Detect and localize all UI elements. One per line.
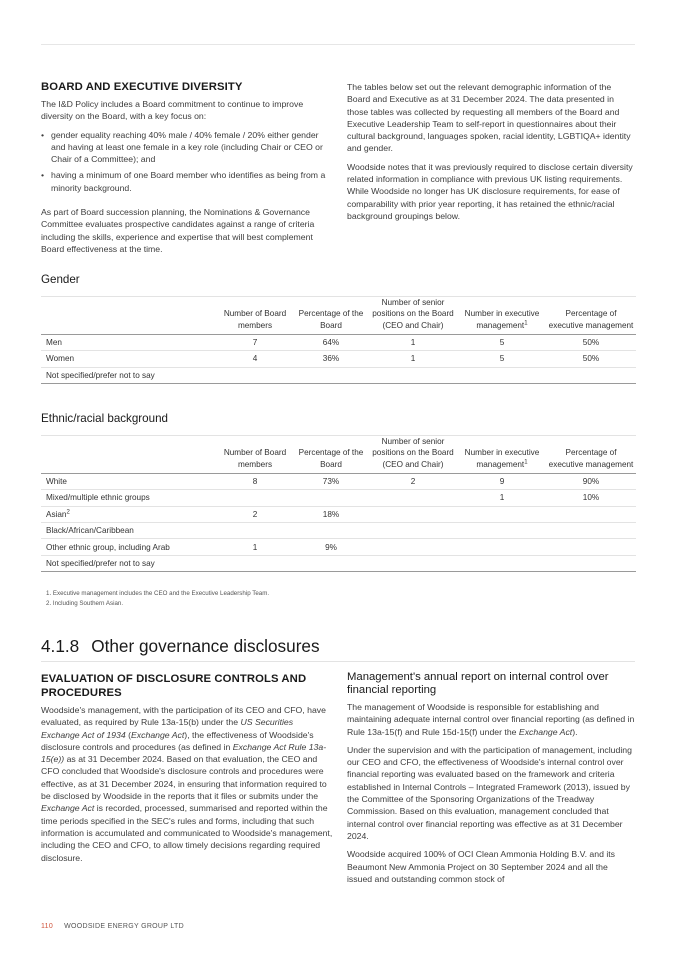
row-label: Mixed/multiple ethnic groups (41, 490, 216, 506)
cell: 90% (546, 473, 636, 489)
list-item: • gender equality reaching 40% male / 40% female / 20% either gender and having at least one female in a key role (including Chair or CEO or Chair of a Committee); and (41, 129, 333, 166)
cell: 10% (546, 490, 636, 506)
internal-control-column (347, 671, 635, 891)
table-row (41, 539, 636, 555)
table-row (41, 351, 636, 367)
label-header (41, 436, 216, 474)
cell: 9 (458, 473, 546, 489)
cell (368, 523, 458, 539)
cell: 5 (458, 351, 546, 367)
row-label: Not specified/prefer not to say (41, 555, 216, 571)
senior-positions-header: Number of senior positions on the Board (CEO and Chair) (368, 436, 458, 474)
internal-control-p1: The management of Woodside is responsible for establishing and maintaining adequate internal control over financial reporting (as defined in Rule 13a-15(f) and Rule 15d-15(f) under the Exchange Act). (347, 702, 635, 737)
cell (216, 523, 294, 539)
cell: 1 (368, 334, 458, 350)
cell (458, 539, 546, 555)
cell: 64% (294, 334, 368, 350)
row-label: White (41, 473, 216, 489)
cell (216, 490, 294, 506)
section-title: Other governance disclosures (91, 636, 320, 656)
pct-board-header: Percentage of the Board (294, 436, 368, 474)
cell: 36% (294, 351, 368, 367)
row-label: Other ethnic group, including Arab (41, 539, 216, 555)
pct-exec-header: Percentage of executive management (546, 436, 636, 474)
cell: 9% (294, 539, 368, 555)
cell (294, 555, 368, 571)
page-footer (41, 923, 184, 930)
list-item: • having a minimum of one Board member who identifies as being from a minority background. (41, 169, 333, 194)
exec-management-header: Number in executive management$^1$ (458, 297, 546, 335)
table-row (41, 523, 636, 539)
row-label: Women (41, 351, 216, 367)
evaluation-paragraph: Woodside's management, with the participation of its CEO and CFO, have evaluated, as required by Rule 13a-15(b) under the US Securities Exchange Act of 1934 (Exchange Act), the effectiveness of Woodside's disclosure controls and procedures (as defined in Exchange Act Rule 13a-15(e)) as at 31 December 2024. Based on that evaluation, the CEO and CFO concluded that Woodside's disclosure controls and procedures were effective, as at 31 December 2024, in ensuring that information required to be disclosed by Woodside in the reports that it files or submits under the Exchange Act is recorded, processed, summarised and reported within the time periods specified in the SEC's rules and forms, including that such information is accumulated and communicated to Woodside's management, including the CEO and CFO, to allow timely decisions regarding required disclosure. (41, 705, 333, 863)
table-row (41, 367, 636, 383)
section-divider (41, 661, 635, 662)
cell (458, 555, 546, 571)
cell (368, 490, 458, 506)
table-row (41, 490, 636, 506)
cell: 2 (368, 473, 458, 489)
diversity-heading: BOARD AND EXECUTIVE DIVERSITY (41, 81, 243, 93)
board-members-header: Number of Board members (216, 436, 294, 474)
section-heading (41, 636, 320, 657)
evaluation-column (41, 672, 333, 870)
pct-board-header: Percentage of the Board (294, 297, 368, 335)
cell: 2 (216, 506, 294, 522)
pct-exec-header: Percentage of executive management (546, 297, 636, 335)
row-label: Not specified/prefer not to say (41, 367, 216, 383)
company-name: WOODSIDE ENERGY GROUP LTD (64, 923, 184, 930)
cell: 73% (294, 473, 368, 489)
cell: 50% (546, 351, 636, 367)
cell (368, 555, 458, 571)
cell (216, 367, 294, 383)
table-row (41, 473, 636, 489)
cell (458, 523, 546, 539)
cell: 8 (216, 473, 294, 489)
table-row (41, 506, 636, 522)
table-row (41, 334, 636, 350)
cell (368, 539, 458, 555)
board-members-header: Number of Board members (216, 297, 294, 335)
cell: 1 (368, 351, 458, 367)
cell (294, 490, 368, 506)
gender-table (41, 296, 636, 384)
ethnic-table-title: Ethnic/racial background (41, 412, 168, 425)
ethnic-table (41, 435, 636, 572)
succession-paragraph: As part of Board succession planning, the Nominations & Governance Committee evaluates prospective candidates against a range of criteria including the skills, experience and expertise that will best complement Board effectiveness at the time. (41, 207, 315, 254)
diversity-focus-list (41, 129, 333, 194)
cell (294, 367, 368, 383)
cell (294, 523, 368, 539)
top-divider (41, 44, 635, 45)
diversity-right-column (347, 81, 635, 228)
internal-control-p2: Under the supervision and with the participation of management, including our CEO and CFO, the effectiveness of Woodside's internal control over financial reporting was evaluated based on the framework and criteria established in Internal Controls – Integrated Framework (2013), issued by the Committee of the Sponsoring Organizations of the Treadway Commission. Based on this evaluation, management concluded that internal control over financial reporting was effective as at 31 December 2024. (347, 744, 632, 841)
diversity-left-column (41, 80, 333, 261)
cell (368, 506, 458, 522)
senior-positions-header: Number of senior positions on the Board (CEO and Chair) (368, 297, 458, 335)
cell (546, 539, 636, 555)
internal-control-heading: Management's annual report on internal control over financial reporting (347, 671, 609, 696)
cell (546, 555, 636, 571)
demographic-paragraph: The tables below set out the relevant demographic information of the Board and Executive as at 31 December 2024. The data presented in those tables was collected by requesting all members of the Board and Executive Leadership Team to self-report in questionnaires about their cultural background, languages spoken, racial identity, LGBTIQA+ identity and gender. (347, 82, 631, 154)
uk-listing-paragraph: Woodside notes that it was previously required to disclose certain diversity related information in compliance with previous UK listing requirements. While Woodside no longer has UK disclosure requirements, for ease of comparability with prior year reporting, it has retained the ethnic/racial background groupings below. (347, 161, 633, 221)
footnote: 2. Including Southern Asian. (46, 599, 124, 607)
cell (458, 367, 546, 383)
cell: 4 (216, 351, 294, 367)
cell: 5 (458, 334, 546, 350)
cell: 1 (458, 490, 546, 506)
page-number: 110 (41, 923, 54, 930)
cell (216, 555, 294, 571)
footnote: 1. Executive management includes the CEO and the Executive Leadership Team. (46, 590, 270, 597)
exec-management-header: Number in executive management$^1$ (458, 436, 546, 474)
row-label: Men (41, 334, 216, 350)
row-label: Asian$^2$ (41, 506, 216, 522)
evaluation-heading: EVALUATION OF DISCLOSURE CONTROLS AND PROCEDURES (41, 673, 307, 699)
diversity-intro: The I&D Policy includes a Board commitment to continue to improve diversity on the Board, with a key focus on: (41, 99, 304, 122)
cell (546, 506, 636, 522)
cell (546, 367, 636, 383)
cell (368, 367, 458, 383)
section-number: 4.1.8 (41, 636, 80, 656)
table-row (41, 555, 636, 571)
cell (458, 506, 546, 522)
gender-table-title: Gender (41, 273, 80, 286)
row-label: Black/African/Caribbean (41, 523, 216, 539)
internal-control-p3: Woodside acquired 100% of OCI Clean Ammonia Holding B.V. and its Beaumont New Ammonia Project on 30 September 2024 and all the issued and outstanding common stock of (347, 849, 616, 884)
cell: 7 (216, 334, 294, 350)
label-header (41, 297, 216, 335)
cell (546, 523, 636, 539)
cell: 1 (216, 539, 294, 555)
cell: 18% (294, 506, 368, 522)
cell: 50% (546, 334, 636, 350)
table-footnotes (46, 589, 269, 608)
